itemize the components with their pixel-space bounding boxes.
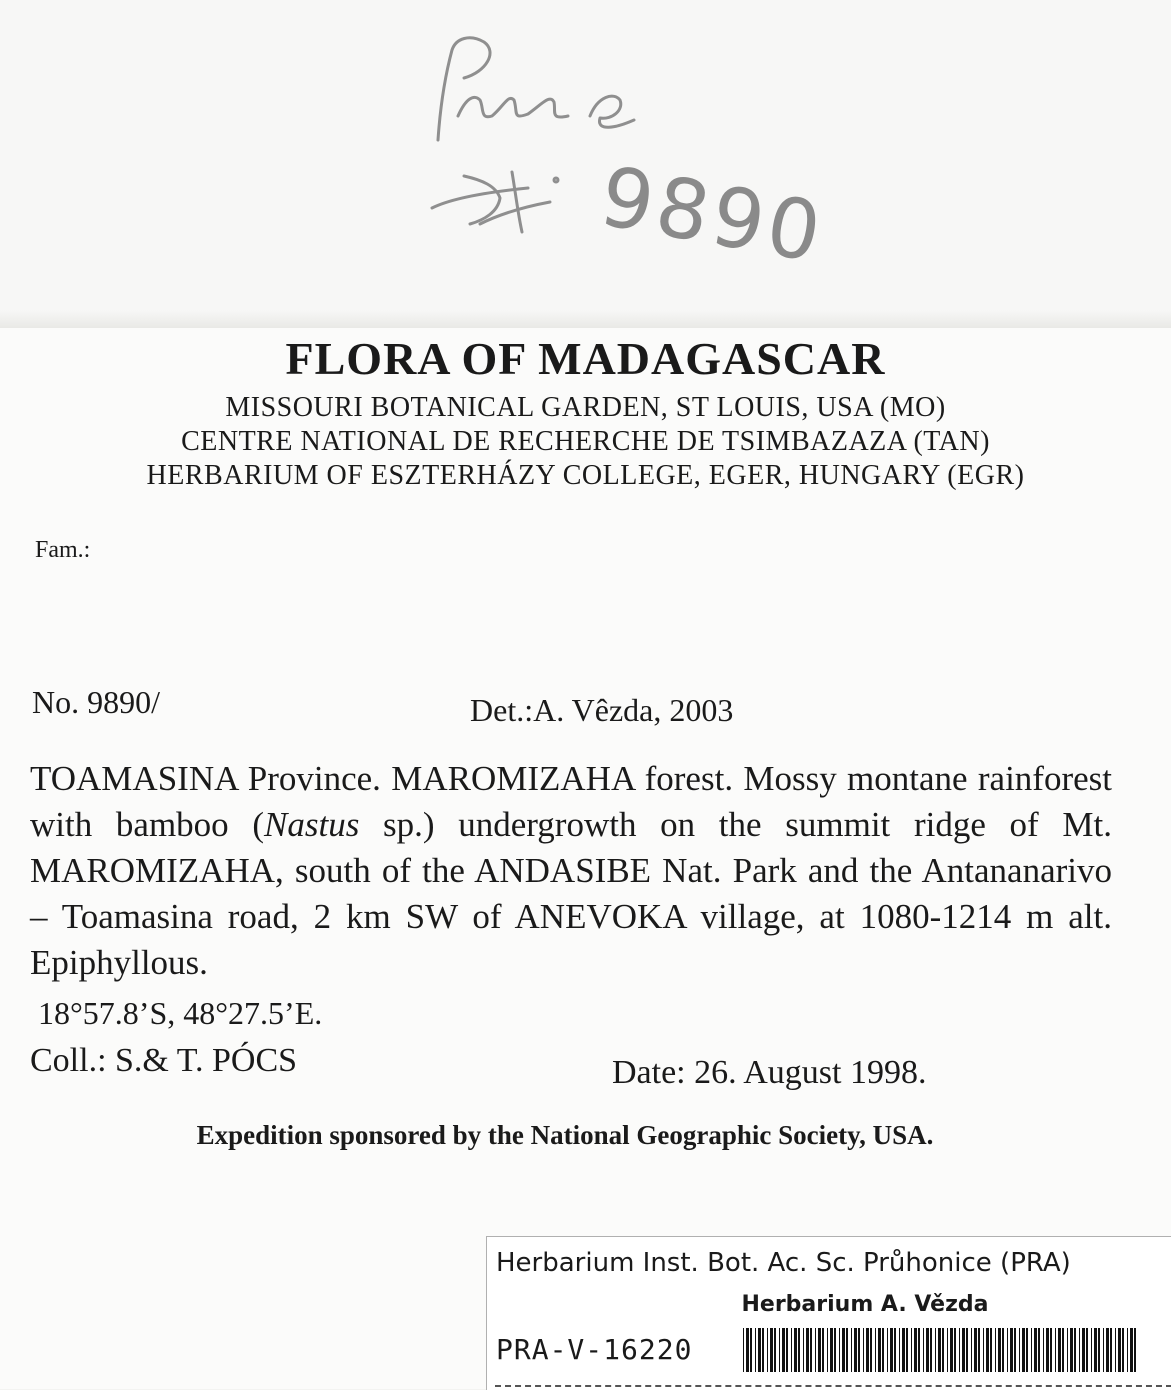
locality-description (30, 756, 1112, 986)
cut-line (495, 1385, 1171, 1387)
herbarium-institution: Herbarium Inst. Bot. Ac. Sc. Průhonice (PRA) (496, 1248, 1071, 1278)
locality-text: TOAMASINA Province. MAROMIZAHA forest. Mossy montane rainforest with bamboo ( (30, 759, 1112, 844)
handwritten-number: 9890 (593, 149, 832, 282)
herbarium-collection-line (0, 1292, 1000, 1317)
sponsor-line: Expedition sponsored by the National Geographic Society, USA. (196, 1120, 934, 1150)
specimen-id: PRA-V-16220 (496, 1333, 693, 1366)
locality-text: sp.) undergrowth on the summit ridge of Mt. MAROMIZAHA, south of the ANDASIBE Nat. Park and the Antananarivo – Toamasina road, 2 km SW of ANEVOKA village, at 1080-1214 m alt. Epiphyllous. (30, 805, 1112, 982)
specimen-number: No. 9890/ (32, 684, 160, 720)
institution-line: CENTRE NATIONAL DE RECHERCHE DE TSIMBAZAZA (TAN) (181, 426, 990, 457)
envelope-fold (0, 310, 1171, 329)
barcode-icon (743, 1328, 1138, 1372)
determination: Det.:A. Vêzda, 2003 (470, 692, 734, 728)
institution-line: MISSOURI BOTANICAL GARDEN, ST LOUIS, USA (MO) (225, 392, 946, 423)
collection-date: Date: 26. August 1998. (612, 1054, 927, 1091)
label-title: FLORA OF MADAGASCAR (285, 333, 886, 384)
family-field-label: Fam.: (35, 537, 91, 563)
institution-line: HERBARIUM OF ESZTERHÁZY COLLEGE, EGER, HUNGARY (EGR) (146, 460, 1025, 491)
taxon-name: Nastus (264, 805, 360, 844)
collectors: Coll.: S.& T. PÓCS (30, 1042, 298, 1079)
herbarium-collection: Herbarium A. Vězda (741, 1292, 989, 1317)
coordinates: 18°57.8’S, 48°27.5’E. (38, 995, 323, 1031)
